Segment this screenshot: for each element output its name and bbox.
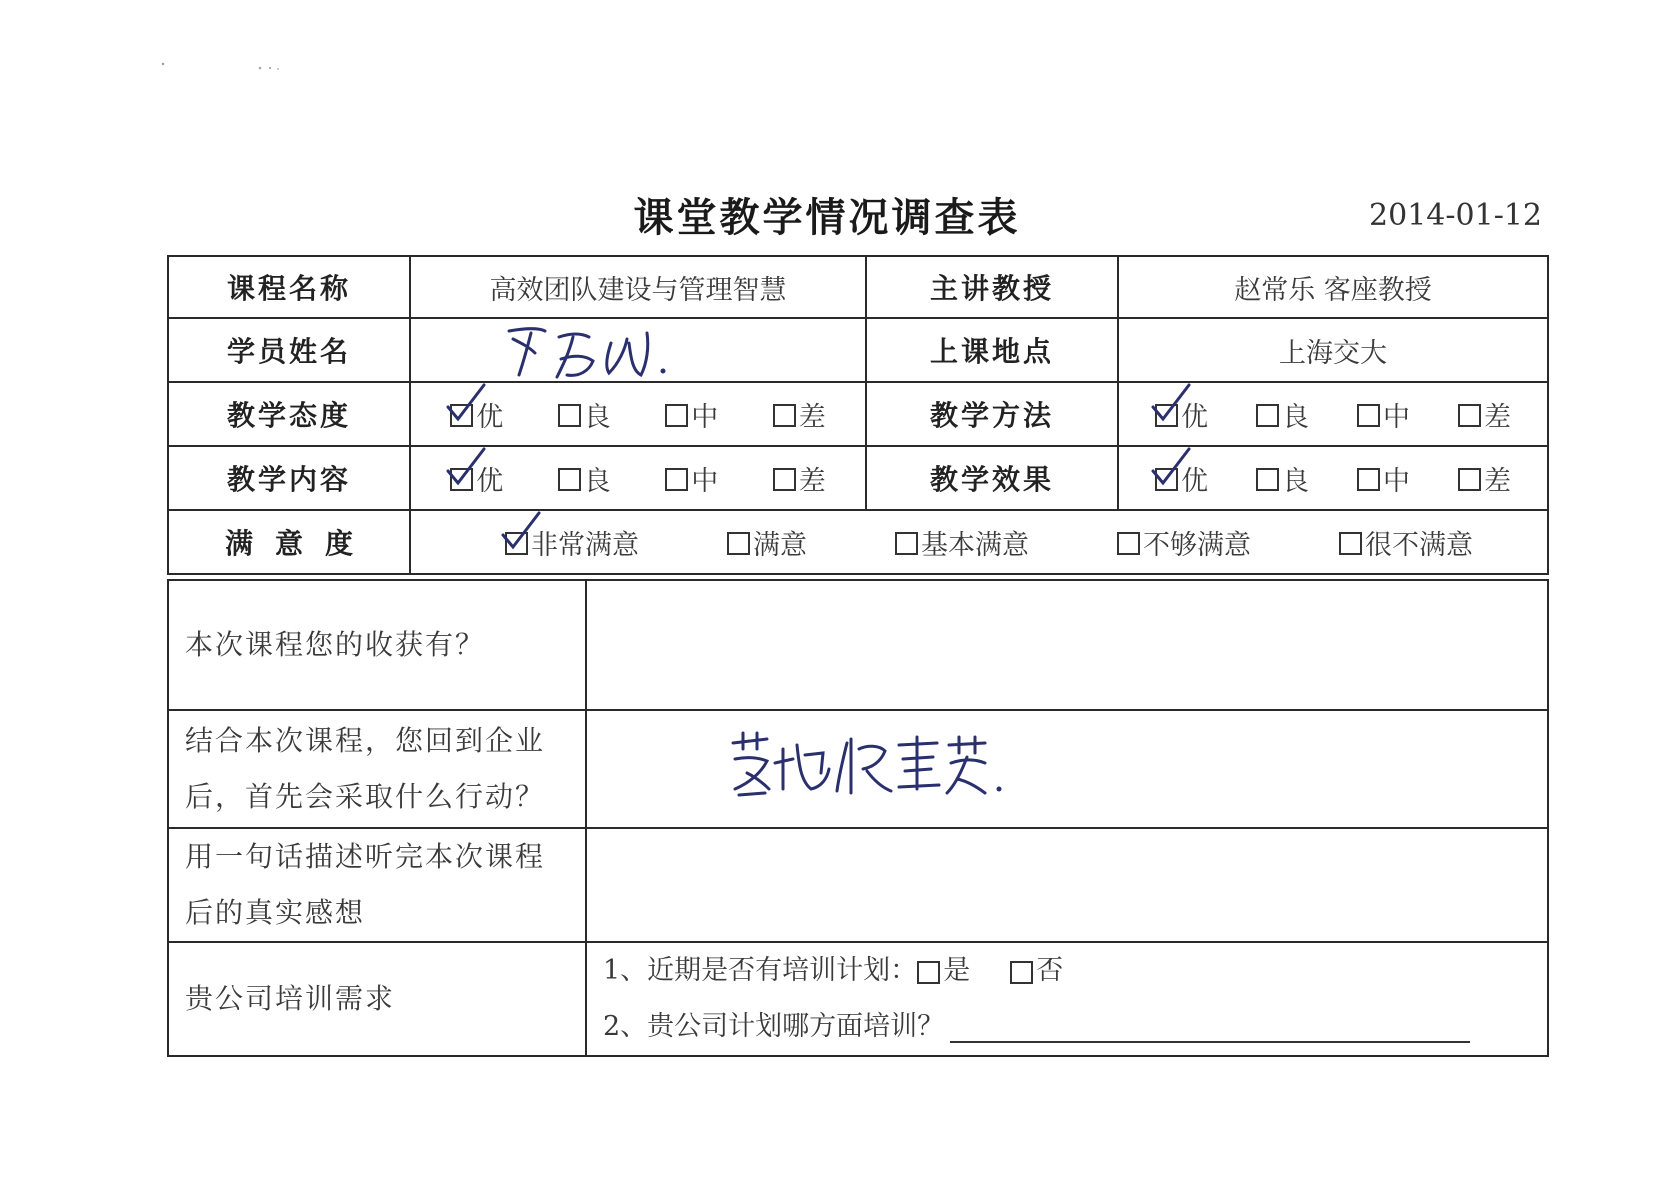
checkbox-icon[interactable] bbox=[917, 961, 940, 984]
location-label: 上课地点 bbox=[866, 318, 1118, 382]
feeling-answer-area[interactable] bbox=[586, 828, 1548, 942]
attitude-option-good[interactable]: 良 bbox=[558, 395, 611, 434]
teaching-method-options bbox=[1118, 382, 1548, 446]
questions-table bbox=[167, 579, 1549, 1057]
teaching-content-label: 教学内容 bbox=[168, 446, 410, 510]
teaching-attitude-label: 教学态度 bbox=[168, 382, 410, 446]
row-satisfaction bbox=[168, 510, 1548, 574]
checkbox-icon[interactable] bbox=[665, 468, 688, 491]
checkbox-icon[interactable] bbox=[665, 404, 688, 427]
row-feeling bbox=[168, 828, 1548, 942]
row-student bbox=[168, 318, 1548, 382]
training-plan-yes[interactable]: 是 bbox=[917, 943, 970, 999]
scan-specks bbox=[160, 60, 290, 74]
training-label: 贵公司培训需求 bbox=[168, 942, 586, 1056]
student-label: 学员姓名 bbox=[168, 318, 410, 382]
satisfaction-option-satisfied[interactable]: 满意 bbox=[727, 523, 807, 562]
gains-answer-area[interactable] bbox=[586, 580, 1548, 710]
action-answer-area[interactable] bbox=[586, 710, 1548, 828]
teaching-attitude-options bbox=[410, 382, 866, 446]
gains-question: 本次课程您的收获有？ bbox=[168, 580, 586, 710]
checkbox-icon[interactable] bbox=[505, 532, 528, 555]
checkbox-icon[interactable] bbox=[558, 404, 581, 427]
checkbox-icon[interactable] bbox=[727, 532, 750, 555]
checkbox-icon[interactable] bbox=[1357, 468, 1380, 491]
satisfaction-option-very-dissatisfied[interactable]: 很不满意 bbox=[1339, 523, 1473, 562]
method-option-excellent[interactable]: 优 bbox=[1155, 395, 1208, 434]
satisfaction-option-not-satisfied[interactable]: 不够满意 bbox=[1117, 523, 1251, 562]
checkbox-icon[interactable] bbox=[1117, 532, 1140, 555]
form-date: 2014-01-12 bbox=[1369, 198, 1542, 233]
action-question: 结合本次课程，您回到企业 后，首先会采取什么行动？ bbox=[168, 710, 586, 828]
teaching-effect-label: 教学效果 bbox=[866, 446, 1118, 510]
method-option-average[interactable]: 中 bbox=[1357, 395, 1410, 434]
method-option-good[interactable]: 良 bbox=[1256, 395, 1309, 434]
content-option-good[interactable]: 良 bbox=[558, 459, 611, 498]
row-training bbox=[168, 942, 1548, 1056]
attitude-option-excellent[interactable]: 优 bbox=[450, 395, 503, 434]
checkbox-icon[interactable] bbox=[1339, 532, 1362, 555]
checkbox-icon[interactable] bbox=[773, 468, 796, 491]
effect-option-poor[interactable]: 差 bbox=[1458, 459, 1511, 498]
content-option-poor[interactable]: 差 bbox=[773, 459, 826, 498]
course-value: 高效团队建设与管理智慧 bbox=[410, 256, 866, 318]
checkbox-icon[interactable] bbox=[1458, 404, 1481, 427]
row-content bbox=[168, 446, 1548, 510]
student-signature bbox=[501, 319, 701, 383]
row-course bbox=[168, 256, 1548, 318]
checkbox-icon[interactable] bbox=[1357, 404, 1380, 427]
checkbox-icon[interactable] bbox=[558, 468, 581, 491]
effect-option-average[interactable]: 中 bbox=[1357, 459, 1410, 498]
teaching-content-options bbox=[410, 446, 866, 510]
checkbox-icon[interactable] bbox=[773, 404, 796, 427]
row-attitude bbox=[168, 382, 1548, 446]
professor-value: 赵常乐 客座教授 bbox=[1118, 256, 1548, 318]
checkbox-icon[interactable] bbox=[1458, 468, 1481, 491]
student-name-cell[interactable] bbox=[410, 318, 866, 382]
content-option-average[interactable]: 中 bbox=[665, 459, 718, 498]
training-plan-no[interactable]: 否 bbox=[1010, 943, 1063, 999]
action-handwritten-answer bbox=[727, 729, 1007, 809]
course-label: 课程名称 bbox=[168, 256, 410, 318]
location-value: 上海交大 bbox=[1118, 318, 1548, 382]
page-title: 课堂教学情况调查表 bbox=[633, 195, 1021, 241]
training-needs bbox=[586, 942, 1548, 1056]
training-area-line: 2、贵公司计划哪方面培训？ bbox=[603, 999, 1547, 1055]
row-gains bbox=[168, 580, 1548, 710]
professor-label: 主讲教授 bbox=[866, 256, 1118, 318]
effect-option-excellent[interactable]: 优 bbox=[1155, 459, 1208, 498]
satisfaction-option-very-satisfied[interactable]: 非常满意 bbox=[505, 523, 639, 562]
teaching-effect-options bbox=[1118, 446, 1548, 510]
row-action bbox=[168, 710, 1548, 828]
checkbox-icon[interactable] bbox=[1010, 961, 1033, 984]
checkbox-icon[interactable] bbox=[450, 468, 473, 491]
satisfaction-label: 满意度 bbox=[168, 510, 410, 574]
satisfaction-options bbox=[410, 510, 1548, 574]
checkbox-icon[interactable] bbox=[1256, 468, 1279, 491]
training-plan-line: 1、近期是否有培训计划： 是 否 bbox=[603, 943, 1547, 999]
checkbox-icon[interactable] bbox=[895, 532, 918, 555]
method-option-poor[interactable]: 差 bbox=[1458, 395, 1511, 434]
training-area-blank[interactable] bbox=[950, 1011, 1470, 1043]
checkbox-icon[interactable] bbox=[1155, 468, 1178, 491]
satisfaction-option-basically-satisfied[interactable]: 基本满意 bbox=[895, 523, 1029, 562]
effect-option-good[interactable]: 良 bbox=[1256, 459, 1309, 498]
survey-table bbox=[167, 255, 1549, 575]
feeling-question: 用一句话描述听完本次课程 后的真实感想 bbox=[168, 828, 586, 942]
teaching-method-label: 教学方法 bbox=[866, 382, 1118, 446]
checkbox-icon[interactable] bbox=[1155, 404, 1178, 427]
checkbox-icon[interactable] bbox=[450, 404, 473, 427]
attitude-option-average[interactable]: 中 bbox=[665, 395, 718, 434]
content-option-excellent[interactable]: 优 bbox=[450, 459, 503, 498]
checkbox-icon[interactable] bbox=[1256, 404, 1279, 427]
attitude-option-poor[interactable]: 差 bbox=[773, 395, 826, 434]
